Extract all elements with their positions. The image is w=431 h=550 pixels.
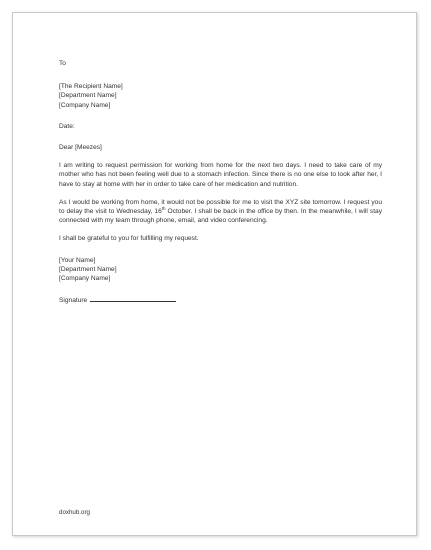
recipient-name: [The Recipient Name] [59,83,123,91]
signature-row [59,295,382,305]
recipient-company: [Company Name] [59,101,111,109]
signature-label: Signature [59,297,88,305]
signature-line [90,295,176,302]
ordinal-suffix: th [161,205,166,211]
letter-body [59,59,382,305]
paragraph-1-text: I am writing to request permission for working from home for the next two days. I need to take care of my mother who has not been feeling well due to a stomach infection. Since there is no one else to look after her, I have to stay at home with her in order to take care of her medication and nutrition. [59,162,382,188]
paragraph-2-text-b: October. I shall be back in the office by then. In the meanwhile, I will stay connected with my team through phone, email, and video conferencing. [59,208,382,225]
recipient-department: [Department Name] [59,92,117,100]
paragraph-3: I shall be grateful to you for fulfilling my request. [59,235,199,243]
sender-block [59,256,382,284]
salutation: Dear [Meezes] [59,144,102,152]
paragraph-2 [59,198,382,226]
footer-source: doxhub.org [59,509,90,516]
recipient-block [59,82,382,110]
paragraph-2-text-a: As I would be working from home, it would not be possible for me to visit the XYZ site tomorrow. I request you to delay the visit to Wednesday, 16 [59,198,382,216]
document-page [12,12,417,536]
sender-name: [Your Name] [59,256,96,264]
sender-department: [Department Name] [59,265,117,273]
paragraph-1 [59,161,382,189]
to-label: To [59,60,66,67]
date-label: Date: [59,122,75,130]
sender-company: [Company Name] [59,275,111,283]
